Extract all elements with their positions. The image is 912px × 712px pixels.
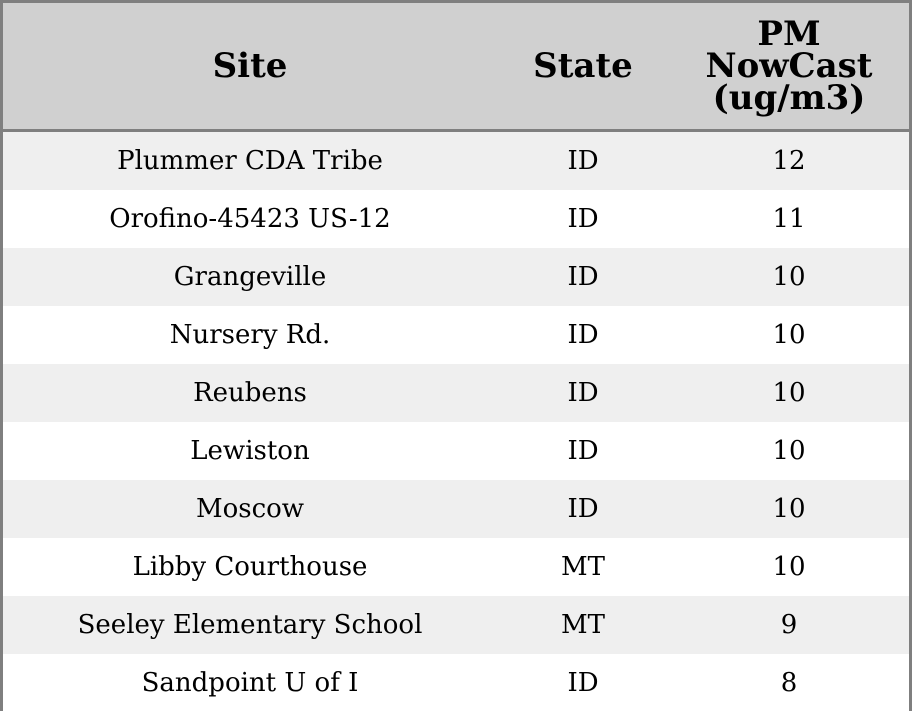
cell-site: Reubens bbox=[193, 378, 307, 408]
cell-site: Plummer CDA Tribe bbox=[117, 146, 383, 176]
table-row bbox=[3, 422, 909, 480]
cell-pm-nowcast: 12 bbox=[772, 146, 806, 176]
cell-pm-nowcast: 10 bbox=[772, 320, 806, 350]
cell-state: MT bbox=[561, 610, 605, 640]
cell-state: ID bbox=[567, 436, 599, 466]
cell-site: Nursery Rd. bbox=[169, 320, 331, 350]
cell-state: ID bbox=[567, 204, 599, 234]
cell-site: Moscow bbox=[195, 494, 305, 524]
cell-site: Libby Courthouse bbox=[132, 552, 368, 582]
table-row bbox=[3, 306, 909, 364]
cell-site: Orofino-45423 US-12 bbox=[109, 204, 391, 234]
cell-pm-nowcast: 10 bbox=[772, 552, 806, 582]
cell-pm-nowcast: 10 bbox=[772, 494, 806, 524]
table-body bbox=[3, 132, 909, 712]
cell-site: Grangeville bbox=[173, 262, 327, 292]
cell-state: ID bbox=[567, 494, 599, 524]
cell-site: Seeley Elementary School bbox=[77, 610, 423, 640]
cell-state: ID bbox=[567, 262, 599, 292]
table-row bbox=[3, 596, 909, 654]
cell-pm-nowcast: 9 bbox=[780, 610, 798, 640]
cell-state: ID bbox=[567, 146, 599, 176]
table-row bbox=[3, 654, 909, 712]
header-site: Site bbox=[212, 46, 288, 86]
table-row bbox=[3, 538, 909, 596]
cell-state: MT bbox=[561, 552, 605, 582]
table-row bbox=[3, 364, 909, 422]
cell-state: ID bbox=[567, 320, 599, 350]
cell-pm-nowcast: 10 bbox=[772, 262, 806, 292]
cell-pm-nowcast: 10 bbox=[772, 436, 806, 466]
cell-pm-nowcast: 8 bbox=[780, 668, 798, 698]
cell-site: Sandpoint U of I bbox=[141, 668, 359, 698]
table-row bbox=[3, 190, 909, 248]
table-row bbox=[3, 248, 909, 306]
cell-pm-nowcast: 10 bbox=[772, 378, 806, 408]
table-row bbox=[3, 480, 909, 538]
cell-state: ID bbox=[567, 668, 599, 698]
table-header bbox=[3, 3, 909, 132]
cell-site: Lewiston bbox=[190, 436, 310, 466]
table-row bbox=[3, 132, 909, 190]
cell-state: ID bbox=[567, 378, 599, 408]
cell-pm-nowcast: 11 bbox=[772, 204, 806, 234]
header-pm-nowcast: PM NowCast (ug/m3) bbox=[705, 14, 873, 118]
header-state: State bbox=[533, 46, 633, 86]
